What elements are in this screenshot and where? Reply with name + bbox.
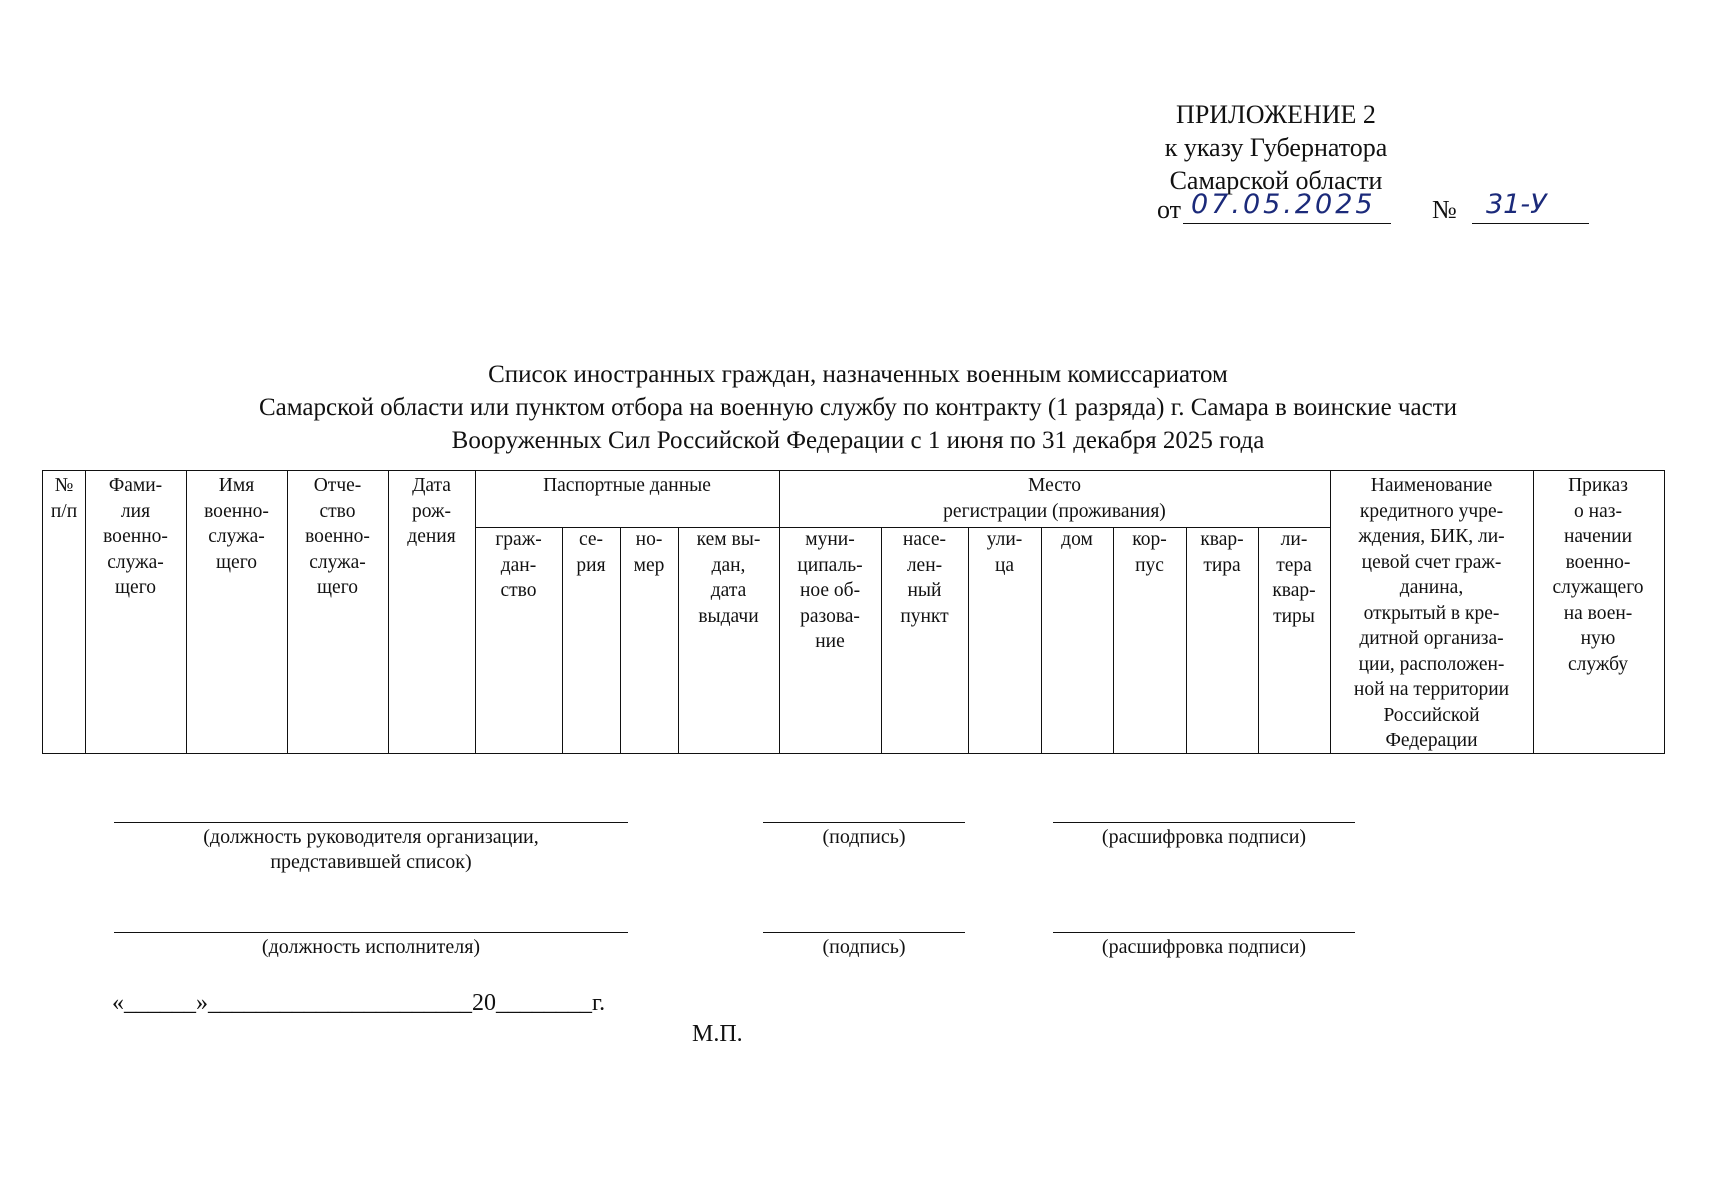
stamp-place: М.П. <box>692 1021 743 1047</box>
header-row-number: № п/п <box>50 475 78 522</box>
title-line-3: Вооруженных Сил Российской Федерации с 1 июня по 31 декабря 2025 года <box>451 427 1265 454</box>
header-apartment-letter: ли- тера квар- тиры <box>1272 529 1316 627</box>
header-bank-account: Наименование кредитного учре- ждения, БИК, ли- цевой счет граж- данина, открытый в кре- дитной организа- ции, расположен- ной на территории Российской Федерации <box>1353 475 1510 751</box>
header-number: но- мер <box>633 529 665 576</box>
signature-line-2 <box>763 932 965 933</box>
header-locality: насе- лен- ный пункт <box>900 529 949 627</box>
header-group-residence: Место регистрации (проживания) <box>943 475 1166 522</box>
title-line-1: Список иностранных граждан, назначенных военным комиссариатом <box>488 361 1228 388</box>
appendix-heading: ПРИЛОЖЕНИЕ 2 <box>1176 100 1376 129</box>
header-apartment: квар- тира <box>1200 529 1244 576</box>
header-appointment-order: Приказ о наз- начении военно- служащего на воен- ную службу <box>1552 475 1644 675</box>
handwritten-number: 31-У <box>1472 189 1589 224</box>
appendix-block <box>1066 98 1486 197</box>
header-house: дом <box>1061 529 1093 550</box>
decoding-line-1 <box>1053 822 1355 823</box>
header-building: кор- пус <box>1132 529 1167 576</box>
from-label: от <box>1157 195 1182 224</box>
head-position-line <box>114 822 628 823</box>
date-template: «______»______________________20________г. <box>112 990 606 1016</box>
executor-position-caption: (должность исполнителя) <box>261 936 481 958</box>
header-street: ули- ца <box>986 529 1023 576</box>
header-group-passport: Паспортные данные <box>543 475 711 496</box>
signature-caption-1: (подпись) <box>822 826 906 848</box>
header-issued-by: кем вы- дан, дата выдачи <box>696 529 761 627</box>
header-birth-date: Дата рож- дения <box>407 475 456 547</box>
head-position-caption: (должность руководителя организации, представившей список) <box>203 826 539 873</box>
appendix-line-2: к указу Губернатора <box>1164 133 1388 162</box>
signature-caption-2: (подпись) <box>822 936 906 958</box>
number-sign: № <box>1432 195 1457 224</box>
executor-position-line <box>114 932 628 933</box>
handwritten-date: 07.05.2025 <box>1183 189 1391 224</box>
document-title <box>0 358 1716 457</box>
decoding-caption-1: (расшифровка подписи) <box>1101 826 1307 848</box>
header-municipality: муни- ципаль- ное об- разова- ние <box>797 529 863 652</box>
decoding-line-2 <box>1053 932 1355 933</box>
signature-line-1 <box>763 822 965 823</box>
header-name: Имя военно- служа- щего <box>204 475 269 573</box>
decree-date-number <box>1157 189 1577 231</box>
title-line-2: Самарской области или пунктом отбора на военную службу по контракту (1 разряда) г. Самара в воинские части <box>258 394 1458 421</box>
header-patronymic: Отче- ство военно- служа- щего <box>305 475 370 598</box>
appendix-line-3: Самарской области <box>1169 166 1383 195</box>
header-series: се- рия <box>576 529 606 576</box>
decoding-caption-2: (расшифровка подписи) <box>1101 936 1307 958</box>
header-surname: Фами- лия военно- служа- щего <box>103 475 168 598</box>
foreign-citizens-table <box>42 470 1665 754</box>
header-citizenship: граж- дан- ство <box>495 529 542 601</box>
